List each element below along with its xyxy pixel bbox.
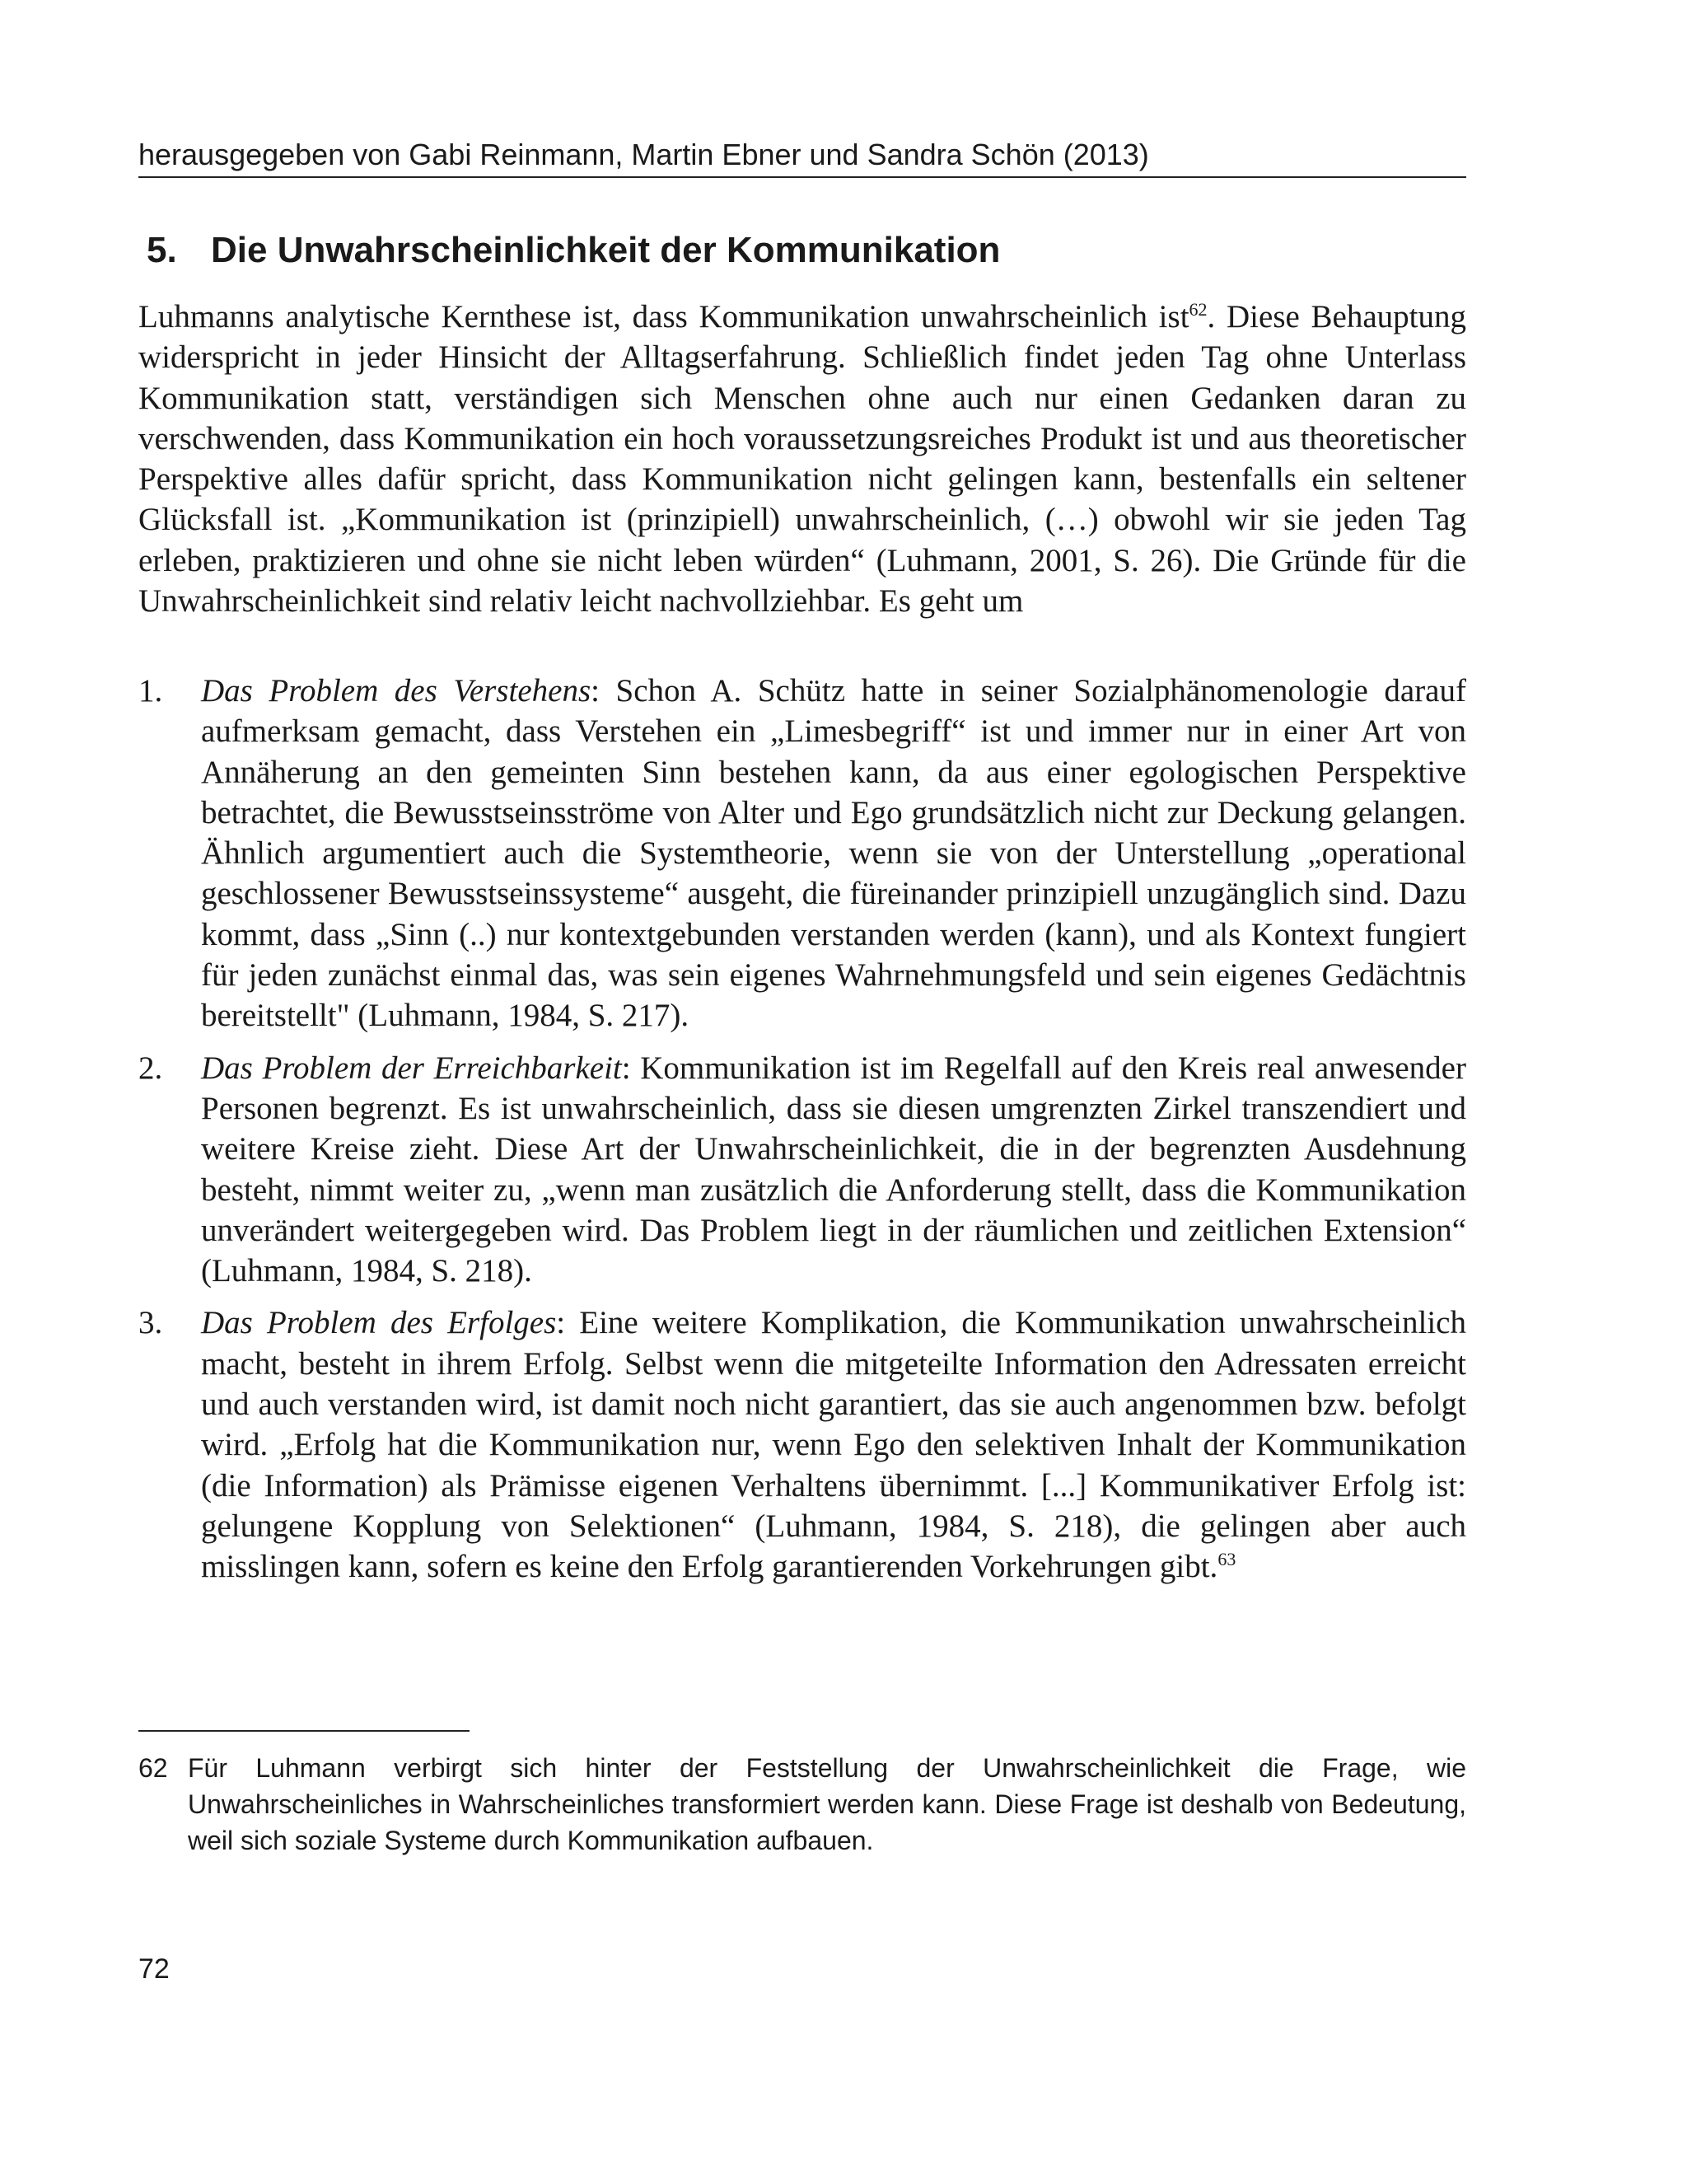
footnote-reference-63[interactable]: 63 <box>1217 1549 1236 1570</box>
list-item-text: : Eine weitere Komplikation, die Kommunikation unwahrscheinlich macht, besteht in ihrem Erfolg. Selbst wenn die mitgeteilte Information den Adressaten erreicht und auch verstanden wird, ist damit noch nicht garantiert, das sie auch angenommen bzw. befolgt wird. „Erfolg hat die Kommunikation nur, wenn Ego den selektiven Inhalt der Kommunikation (die Information) als Prämisse eigenen Verhaltens übernimmt. [...] Kommunikativer Erfolg ist: gelungene Kopplung von Selektionen“ (Luhmann, 1984, S. 218), die gelingen aber auch misslingen kann, sofern es keine den Erfolg garantierenden Vorkehrungen gibt. <box>201 1305 1466 1585</box>
section-heading <box>147 227 1000 274</box>
list-item <box>138 1048 1466 1292</box>
section-title: Die Unwahrscheinlichkeit der Kommunikation <box>211 230 1001 270</box>
list-number: 3. <box>138 1305 163 1341</box>
list-item-term: Das Problem des Verstehens <box>201 673 591 709</box>
intro-paragraph <box>138 297 1466 621</box>
footnote-number: 62 <box>138 1753 168 1783</box>
list-item-text: : Kommunikation ist im Regelfall auf den Kreis real anwesender Personen begrenzt. Es ist unwahrscheinlich, dass sie diesen umgrenzten Zirkel transzendiert und weitere Kreise zieht. Diese Art der Unwahrscheinlichkeit, die in der begrenzten Ausdehnung besteht, nimmt weiter zu, „wenn man zusätzlich die Anforderung stellt, dass die Kommunikation unverändert weitergegeben wird. Das Problem liegt in der räumlichen und zeitlichen Extension“ (Luhmann, 1984, S. 218). <box>201 1050 1466 1289</box>
numbered-list <box>138 671 1466 1599</box>
footnote-divider <box>138 1730 470 1732</box>
list-item-body <box>201 1302 1466 1587</box>
list-item <box>138 671 1466 1036</box>
intro-text-start: Luhmanns analytische Kernthese ist, dass Kommunikation unwahrscheinlich ist <box>138 299 1189 334</box>
list-number: 2. <box>138 1050 163 1086</box>
footnote-reference-62[interactable]: 62 <box>1189 299 1208 320</box>
section-number: 5. <box>147 230 177 270</box>
running-head: herausgegeben von Gabi Reinmann, Martin Ebner und Sandra Schön (2013) <box>138 137 1466 178</box>
list-item-body <box>201 671 1466 1036</box>
page-number: 72 <box>138 1953 170 1985</box>
list-number: 1. <box>138 673 163 709</box>
list-item-term: Das Problem des Erfolges <box>201 1305 557 1341</box>
list-item-body <box>201 1048 1466 1292</box>
list-item-term: Das Problem der Erreichbarkeit <box>201 1050 622 1086</box>
intro-text-rest: . Diese Behauptung widerspricht in jeder Hinsicht der Alltagserfahrung. Schließlich findet jeden Tag ohne Unterlass Kommunikation statt, verständigen sich Menschen ohne auch nur einen Gedanken daran zu verschwenden, dass Kommunikation ein hoch voraussetzungsreiches Produkt ist und aus theoretischer Perspektive alles dafür spricht, dass Kommunikation nicht gelingen kann, bestenfalls ein seltener Glücksfall ist. „Kommunikation ist (prinzipiell) unwahrscheinlich, (…) obwohl wir sie jeden Tag erleben, praktizieren und ohne sie nicht leben würden“ (Luhmann, 2001, S. 26). Die Gründe für die Unwahrscheinlichkeit sind relativ leicht nachvollziehbar. Es geht um <box>138 299 1466 620</box>
footnote-text: Für Luhmann verbirgt sich hinter der Feststellung der Unwahrscheinlichkeit die Frage, wie Unwahrscheinliches in Wahrscheinliches transformiert werden kann. Diese Frage ist deshalb von Bedeutung, weil sich soziale Systeme durch Kommunikation aufbauen. <box>188 1753 1466 1855</box>
list-item <box>138 1302 1466 1587</box>
list-item-text: : Schon A. Schütz hatte in seiner Sozialphänomenologie darauf aufmerksam gemacht, dass Verstehen ein „Limesbegriff“ ist und immer nur in einer Art von Annäherung an den gemeinten Sinn bestehen kann, da aus einer egologischen Perspektive betrachtet, die Bewusstseinsströme von Alter und Ego grundsätzlich nicht zur Deckung gelangen. Ähnlich argumentiert auch die Systemtheorie, wenn sie von der Unterstellung „operational geschlossener Bewusstseinssysteme“ ausgeht, die füreinander prinzipiell unzugänglich sind. Dazu kommt, dass „Sinn (..) nur kontextgebunden verstanden werden (kann), und als Kontext fungiert für jeden zunächst einmal das, was sein eigenes Wahrnehmungsfeld und sein eigenes Gedächtnis bereitstellt" (Luhmann, 1984, S. 217). <box>201 673 1466 1034</box>
footnote <box>138 1750 1466 1859</box>
